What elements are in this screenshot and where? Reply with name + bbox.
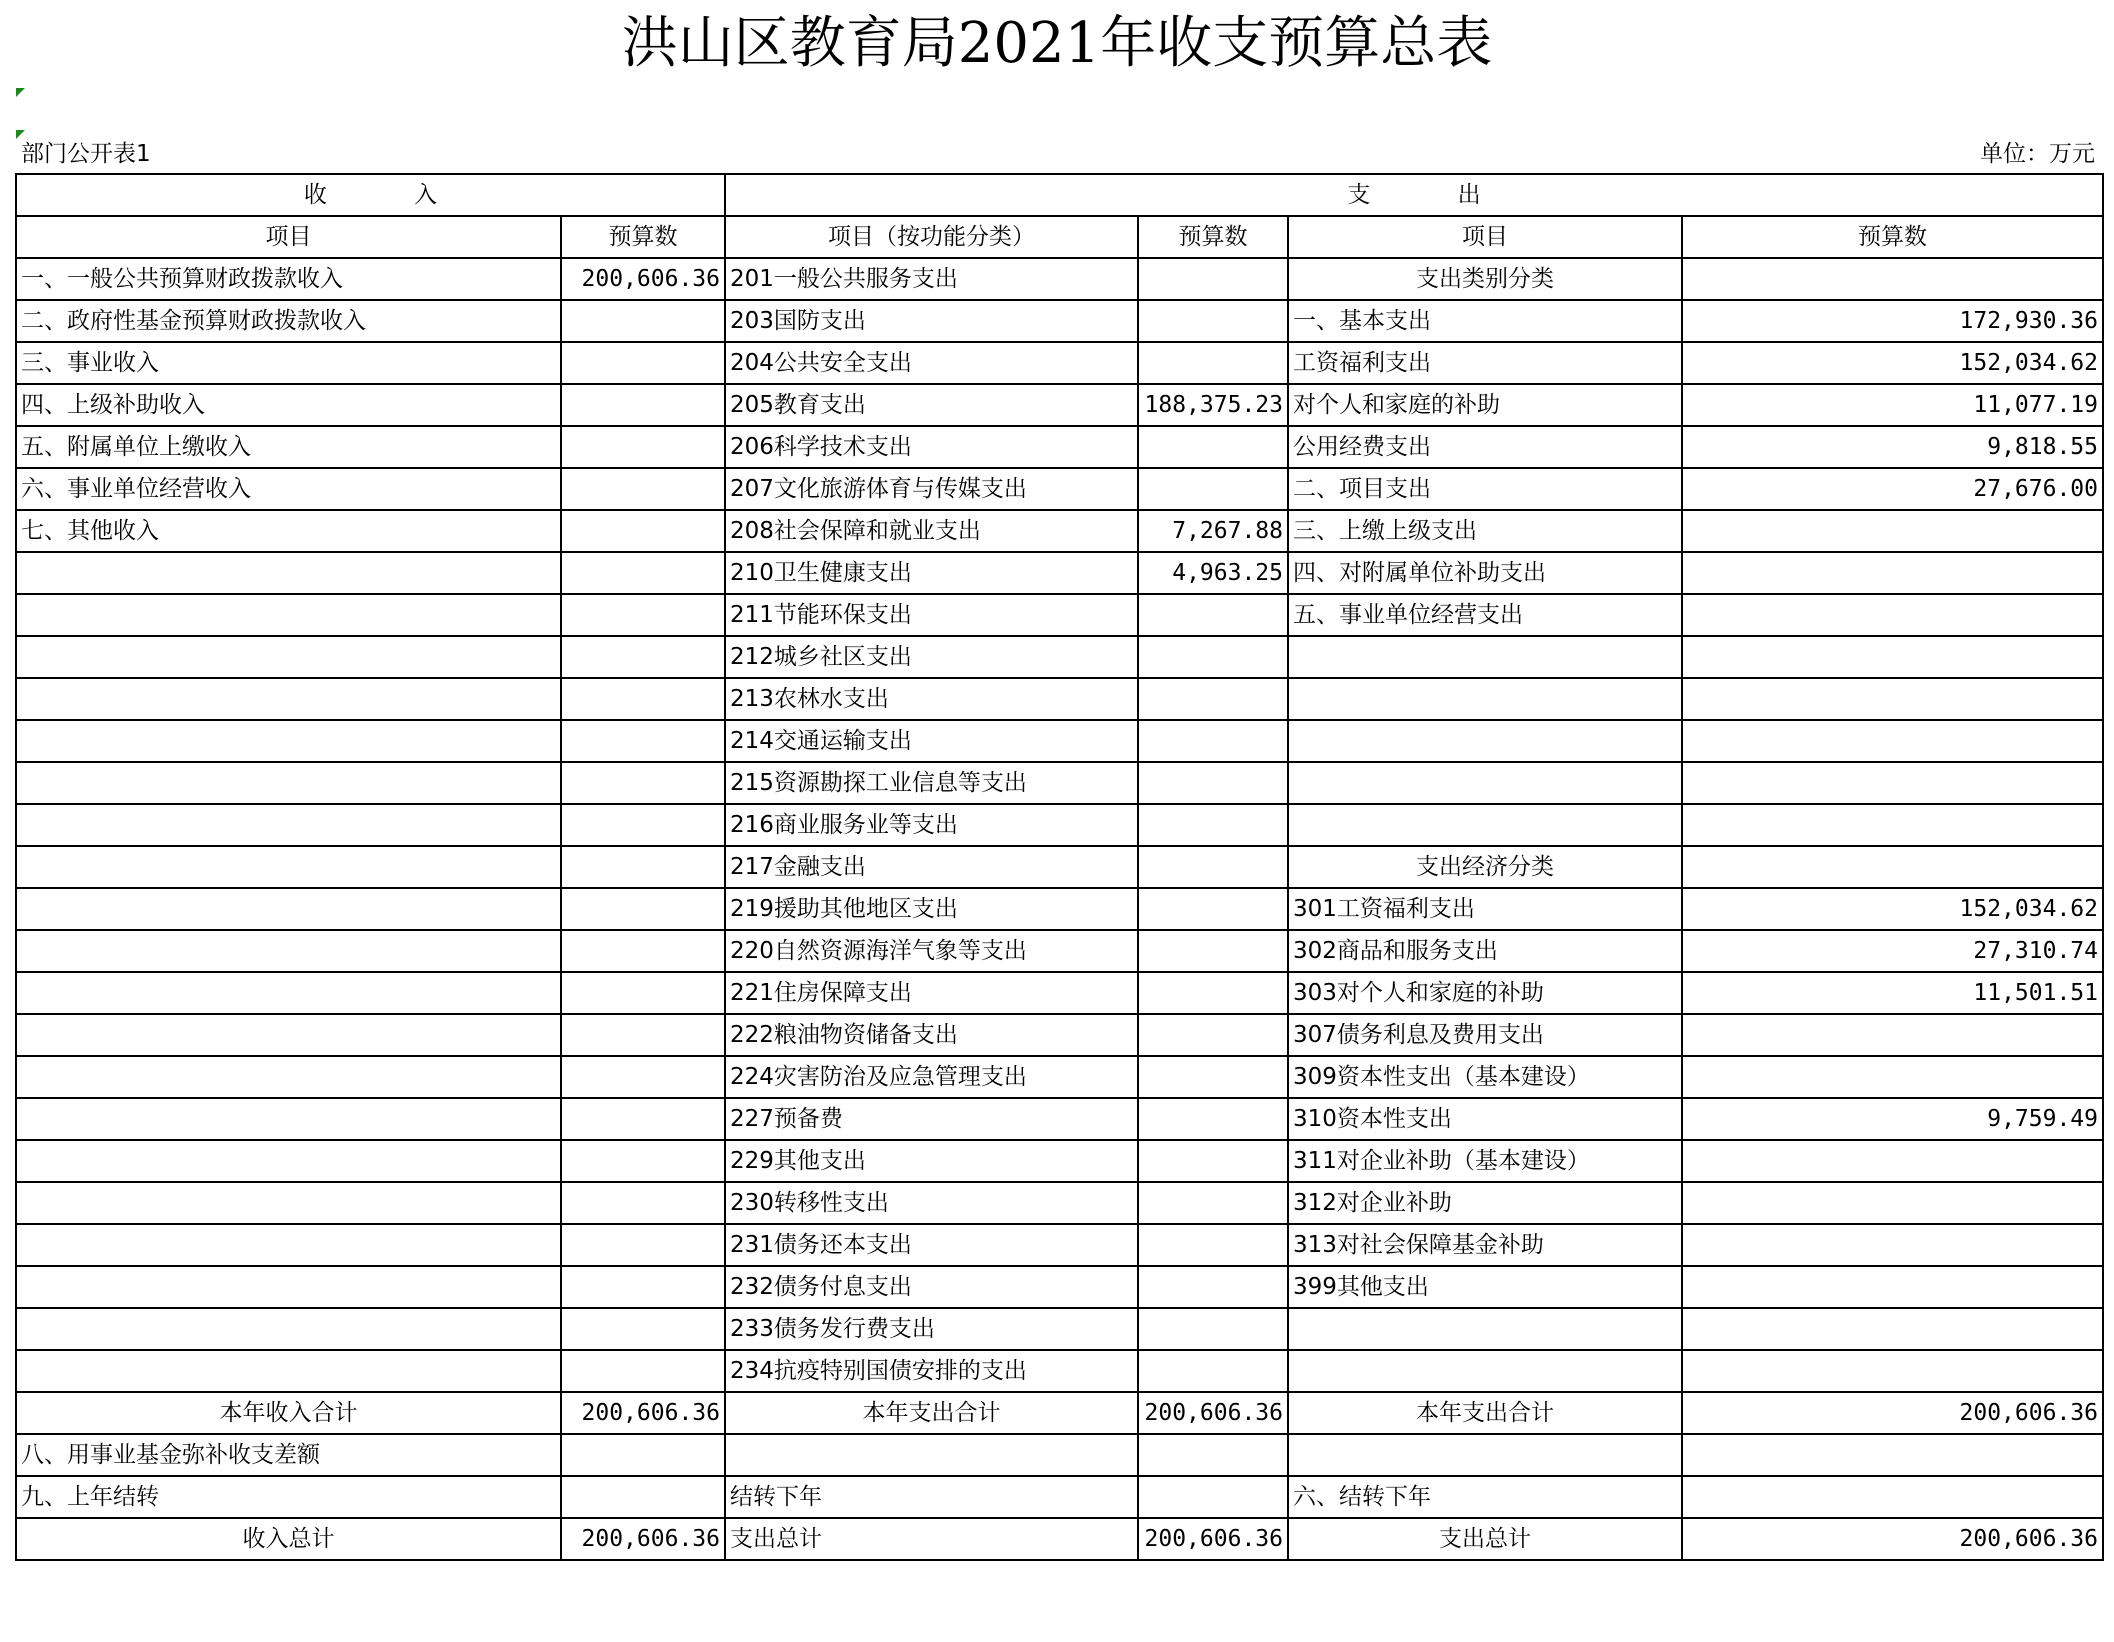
budget-amount-cell [1138,1476,1288,1518]
budget-amount-cell [1138,1350,1288,1392]
item-cell: 233债务发行费支出 [725,1308,1138,1350]
budget-amount-cell: 27,310.74 [1682,930,2103,972]
table-row [16,552,2103,594]
budget-amount-cell [1138,258,1288,300]
table-row [16,678,2103,720]
item-cell [16,1056,561,1098]
budget-amount-cell [561,804,725,846]
table-row [16,1434,2103,1476]
budget-amount-cell [561,510,725,552]
budget-amount-cell [1138,342,1288,384]
item-cell: 二、项目支出 [1288,468,1682,510]
budget-amount-cell [561,846,725,888]
table-row [16,1308,2103,1350]
item-cell: 215资源勘探工业信息等支出 [725,762,1138,804]
budget-amount-cell [561,1476,725,1518]
item-cell [1288,636,1682,678]
budget-amount-cell [1682,1140,2103,1182]
item-cell [16,552,561,594]
item-cell: 229其他支出 [725,1140,1138,1182]
budget-amount-cell [561,636,725,678]
item-cell: 211节能环保支出 [725,594,1138,636]
table-row [16,1098,2103,1140]
budget-amount-cell [1138,1434,1288,1476]
item-cell [16,594,561,636]
item-cell: 312对企业补助 [1288,1182,1682,1224]
table-row [16,888,2103,930]
item-cell: 232债务付息支出 [725,1266,1138,1308]
budget-amount-cell: 152,034.62 [1682,888,2103,930]
table-row [16,426,2103,468]
table-row [16,468,2103,510]
budget-amount-cell [561,342,725,384]
item-cell [16,930,561,972]
item-cell: 七、其他收入 [16,510,561,552]
item-cell [16,1308,561,1350]
budget-amount-cell [1682,1182,2103,1224]
item-cell [16,678,561,720]
item-cell [16,1224,561,1266]
budget-amount-cell: 27,676.00 [1682,468,2103,510]
item-cell: 204公共安全支出 [725,342,1138,384]
budget-amount-cell [1138,300,1288,342]
item-cell: 311对企业补助（基本建设） [1288,1140,1682,1182]
table-row [16,1182,2103,1224]
item-cell: 六、结转下年 [1288,1476,1682,1518]
budget-amount-cell: 200,606.36 [561,258,725,300]
section-header-row [16,174,2103,216]
item-cell: 301工资福利支出 [1288,888,1682,930]
item-cell [16,636,561,678]
budget-amount-cell [561,1056,725,1098]
budget-amount-cell [561,930,725,972]
item-cell [1288,678,1682,720]
item-cell [1288,1308,1682,1350]
item-cell: 支出经济分类 [1288,846,1682,888]
item-cell: 四、对附属单位补助支出 [1288,552,1682,594]
column-header: 预算数 [1682,216,2103,258]
table-row [16,1392,2103,1434]
table-row [16,972,2103,1014]
item-cell: 302商品和服务支出 [1288,930,1682,972]
budget-amount-cell [1138,426,1288,468]
table-row [16,510,2103,552]
item-cell: 收入总计 [16,1518,561,1560]
item-cell: 217金融支出 [725,846,1138,888]
item-cell: 一、一般公共预算财政拨款收入 [16,258,561,300]
budget-amount-cell [561,1434,725,1476]
budget-amount-cell [561,678,725,720]
item-cell [16,720,561,762]
budget-amount-cell [561,1098,725,1140]
budget-amount-cell [1138,1308,1288,1350]
item-cell [16,804,561,846]
item-cell: 210卫生健康支出 [725,552,1138,594]
column-header: 项目（按功能分类） [725,216,1138,258]
column-header: 项目 [16,216,561,258]
item-cell: 219援助其他地区支出 [725,888,1138,930]
item-cell [16,762,561,804]
budget-amount-cell [1682,636,2103,678]
budget-amount-cell: 200,606.36 [1138,1392,1288,1434]
table-row [16,636,2103,678]
column-header-row [16,216,2103,258]
item-cell: 230转移性支出 [725,1182,1138,1224]
item-cell: 支出总计 [725,1518,1138,1560]
budget-amount-cell [561,888,725,930]
item-cell: 213农林水支出 [725,678,1138,720]
budget-table [15,173,2104,1561]
item-cell: 结转下年 [725,1476,1138,1518]
table-row [16,1518,2103,1560]
item-cell: 支出总计 [1288,1518,1682,1560]
budget-amount-cell [561,426,725,468]
item-cell: 二、政府性基金预算财政拨款收入 [16,300,561,342]
item-cell: 一、基本支出 [1288,300,1682,342]
budget-amount-cell [561,1140,725,1182]
table-row [16,1014,2103,1056]
item-cell [16,888,561,930]
table-row [16,1140,2103,1182]
budget-amount-cell [1682,1266,2103,1308]
item-cell [16,1098,561,1140]
budget-amount-cell [1138,888,1288,930]
budget-amount-cell [1682,1308,2103,1350]
budget-amount-cell: 7,267.88 [1138,510,1288,552]
table-row [16,342,2103,384]
budget-amount-cell [1138,1056,1288,1098]
item-cell [16,1014,561,1056]
budget-amount-cell: 200,606.36 [1682,1392,2103,1434]
budget-amount-cell [1138,1098,1288,1140]
item-cell: 212城乡社区支出 [725,636,1138,678]
page-title: 洪山区教育局2021年收支预算总表 [621,11,1493,76]
budget-amount-cell [1682,1434,2103,1476]
unit-label: 单位：万元 [1980,141,2095,167]
budget-amount-cell [1682,1350,2103,1392]
budget-amount-cell [1682,804,2103,846]
item-cell [1288,762,1682,804]
budget-amount-cell [1682,594,2103,636]
item-cell: 313对社会保障基金补助 [1288,1224,1682,1266]
item-cell: 224灾害防治及应急管理支出 [725,1056,1138,1098]
budget-amount-cell [1138,846,1288,888]
item-cell [1288,1350,1682,1392]
item-cell [16,1350,561,1392]
budget-amount-cell [561,762,725,804]
item-cell: 公用经费支出 [1288,426,1682,468]
item-cell: 214交通运输支出 [725,720,1138,762]
item-cell [16,1266,561,1308]
item-cell: 四、上级补助收入 [16,384,561,426]
budget-amount-cell: 200,606.36 [1682,1518,2103,1560]
item-cell: 216商业服务业等支出 [725,804,1138,846]
item-cell: 本年支出合计 [1288,1392,1682,1434]
budget-amount-cell [1682,678,2103,720]
budget-amount-cell [1682,1224,2103,1266]
budget-amount-cell [561,972,725,1014]
table-row [16,1224,2103,1266]
budget-amount-cell: 11,077.19 [1682,384,2103,426]
item-cell [1288,804,1682,846]
income-section-header: 收 入 [16,174,725,216]
item-cell: 309资本性支出（基本建设） [1288,1056,1682,1098]
budget-amount-cell: 152,034.62 [1682,342,2103,384]
budget-amount-cell [561,384,725,426]
budget-amount-cell [1138,1140,1288,1182]
table-row [16,1476,2103,1518]
budget-amount-cell [561,1350,725,1392]
item-cell: 九、上年结转 [16,1476,561,1518]
budget-amount-cell [1682,762,2103,804]
item-cell: 227预备费 [725,1098,1138,1140]
column-header: 预算数 [1138,216,1288,258]
item-cell: 231债务还本支出 [725,1224,1138,1266]
budget-amount-cell [1138,1014,1288,1056]
budget-amount-cell [561,1224,725,1266]
budget-amount-cell [1138,762,1288,804]
item-cell: 220自然资源海洋气象等支出 [725,930,1138,972]
table-row [16,258,2103,300]
budget-amount-cell: 200,606.36 [561,1518,725,1560]
budget-amount-cell [1682,720,2103,762]
budget-amount-cell [1138,720,1288,762]
item-cell: 本年支出合计 [725,1392,1138,1434]
budget-amount-cell: 9,818.55 [1682,426,2103,468]
budget-amount-cell [561,1014,725,1056]
table-row [16,384,2103,426]
item-cell: 310资本性支出 [1288,1098,1682,1140]
budget-amount-cell: 11,501.51 [1682,972,2103,1014]
table-row [16,930,2103,972]
budget-amount-cell [561,1308,725,1350]
item-cell: 三、事业收入 [16,342,561,384]
item-cell: 三、上缴上级支出 [1288,510,1682,552]
item-cell: 201一般公共服务支出 [725,258,1138,300]
table-row [16,720,2103,762]
table-row [16,846,2103,888]
budget-amount-cell [1682,552,2103,594]
item-cell [16,1182,561,1224]
item-cell: 208社会保障和就业支出 [725,510,1138,552]
table-row [16,1350,2103,1392]
expense-section-header: 支 出 [725,174,2103,216]
item-cell: 207文化旅游体育与传媒支出 [725,468,1138,510]
budget-amount-cell: 200,606.36 [1138,1518,1288,1560]
table-row [16,1056,2103,1098]
budget-amount-cell [1682,510,2103,552]
table-row [16,594,2103,636]
item-cell: 303对个人和家庭的补助 [1288,972,1682,1014]
item-cell: 399其他支出 [1288,1266,1682,1308]
budget-amount-cell [561,468,725,510]
budget-amount-cell [1138,972,1288,1014]
item-cell: 222粮油物资储备支出 [725,1014,1138,1056]
budget-amount-cell [1138,1266,1288,1308]
budget-amount-cell: 4,963.25 [1138,552,1288,594]
budget-amount-cell [1138,1224,1288,1266]
table-row [16,762,2103,804]
item-cell: 支出类别分类 [1288,258,1682,300]
column-header: 预算数 [561,216,725,258]
budget-amount-cell [1682,1056,2103,1098]
budget-amount-cell: 9,759.49 [1682,1098,2103,1140]
item-cell: 六、事业单位经营收入 [16,468,561,510]
item-cell: 工资福利支出 [1288,342,1682,384]
budget-amount-cell [561,1266,725,1308]
budget-amount-cell [1138,804,1288,846]
table-row [16,804,2103,846]
item-cell [16,972,561,1014]
budget-amount-cell [1138,930,1288,972]
budget-amount-cell [1138,1182,1288,1224]
budget-amount-cell [1138,636,1288,678]
item-cell [1288,1434,1682,1476]
item-cell [16,1140,561,1182]
table-row [16,300,2103,342]
table-code-label: 部门公开表1 [21,141,151,167]
budget-amount-cell [1138,468,1288,510]
budget-amount-cell [1138,594,1288,636]
item-cell [725,1434,1138,1476]
table-row [16,1266,2103,1308]
budget-amount-cell [1682,1014,2103,1056]
budget-amount-cell [561,552,725,594]
budget-amount-cell [561,594,725,636]
item-cell: 八、用事业基金弥补收支差额 [16,1434,561,1476]
budget-amount-cell [561,300,725,342]
budget-amount-cell: 172,930.36 [1682,300,2103,342]
item-cell: 205教育支出 [725,384,1138,426]
item-cell: 本年收入合计 [16,1392,561,1434]
budget-amount-cell [1138,678,1288,720]
item-cell: 五、事业单位经营支出 [1288,594,1682,636]
budget-amount-cell [561,720,725,762]
budget-amount-cell [1682,846,2103,888]
budget-amount-cell [561,1182,725,1224]
cell-comment-marker-icon [16,88,25,97]
column-header: 项目 [1288,216,1682,258]
item-cell: 206科学技术支出 [725,426,1138,468]
item-cell: 234抗疫特别国债安排的支出 [725,1350,1138,1392]
budget-amount-cell: 200,606.36 [561,1392,725,1434]
item-cell: 五、附属单位上缴收入 [16,426,561,468]
budget-amount-cell [1682,1476,2103,1518]
item-cell: 203国防支出 [725,300,1138,342]
item-cell [1288,720,1682,762]
item-cell: 对个人和家庭的补助 [1288,384,1682,426]
budget-amount-cell [1682,258,2103,300]
item-cell [16,846,561,888]
item-cell: 221住房保障支出 [725,972,1138,1014]
item-cell: 307债务利息及费用支出 [1288,1014,1682,1056]
budget-amount-cell: 188,375.23 [1138,384,1288,426]
